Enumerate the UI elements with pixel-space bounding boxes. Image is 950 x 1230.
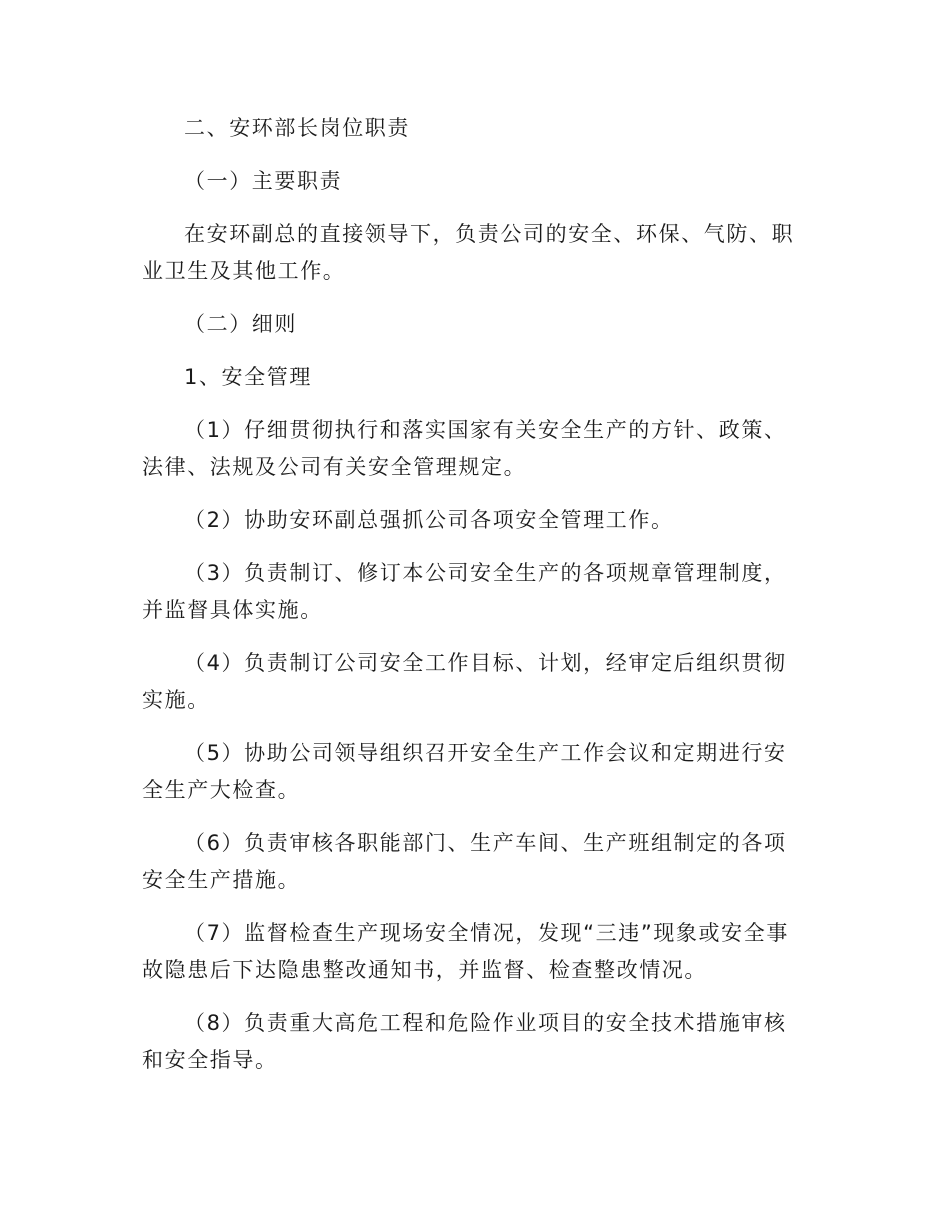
item-heading-safety-management: 1、安全管理 xyxy=(184,365,312,389)
detail-item-5: （5）协助公司领导组织召开安全生产工作会议和定期进行安全生产大检查。 xyxy=(142,741,787,802)
section-heading: 二、安环部长岗位职责 xyxy=(184,116,410,140)
detail-item-1: （1）仔细贯彻执行和落实国家有关安全生产的方针、政策、法律、法规及公司有关安全管理规定。 xyxy=(142,418,787,479)
subsection-heading-main-duties: （一）主要职责 xyxy=(184,169,343,193)
detail-item-3: （3）负责制订、修订本公司安全生产的各项规章管理制度，并监督具体实施。 xyxy=(142,561,787,622)
main-duties-text: 在安环副总的直接领导下，负责公司的安全、环保、气防、职业卫生及其他工作。 xyxy=(142,222,795,283)
detail-item-2: （2）协助安环副总强抓公司各项安全管理工作。 xyxy=(184,508,674,532)
document-body xyxy=(142,110,808,1095)
detail-item-4: （4）负责制订公司安全工作目标、计划，经审定后组织贯彻实施。 xyxy=(142,651,787,712)
detail-item-8: （8）负责重大高危工程和危险作业项目的安全技术措施审核和安全指导。 xyxy=(142,1011,787,1072)
subsection-heading-details: （二）细则 xyxy=(184,312,297,336)
detail-item-7: （7）监督检查生产现场安全情况，发现“三违”现象或安全事故隐患后下达隐患整改通知书，并监督、检查整改情况。 xyxy=(142,921,789,982)
detail-item-6: （6）负责审核各职能部门、生产车间、生产班组制定的各项安全生产措施。 xyxy=(142,831,787,892)
